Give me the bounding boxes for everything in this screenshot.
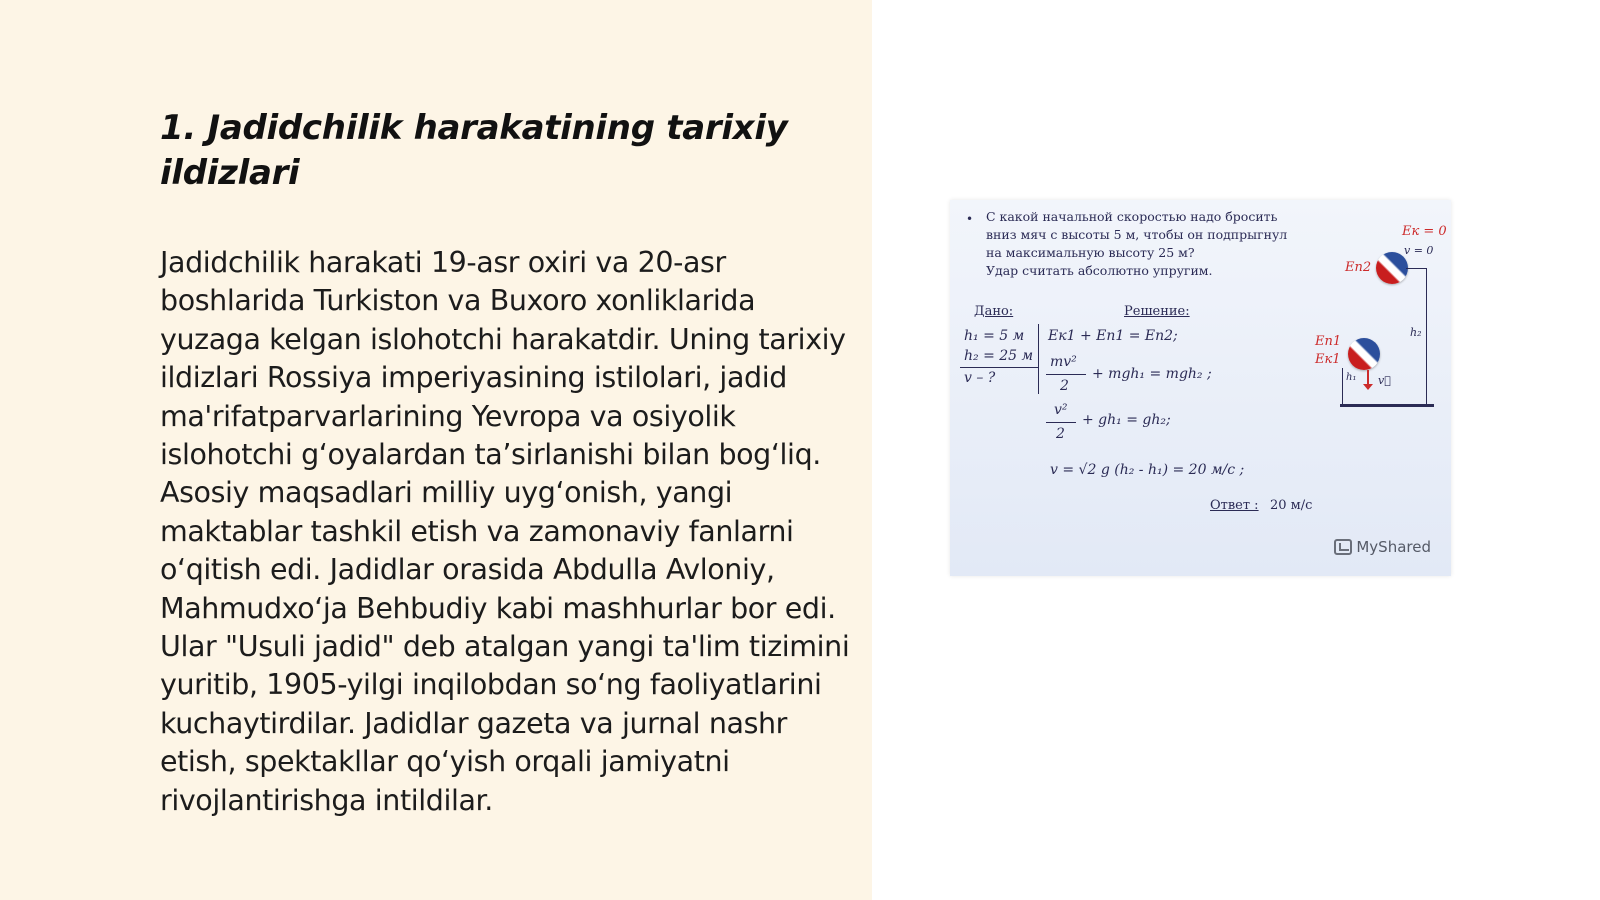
myshared-watermark-text: MyShared xyxy=(1356,538,1431,556)
equation-3-denominator: 2 xyxy=(1056,426,1065,442)
fraction-bar-2 xyxy=(1046,422,1076,423)
label-ek-zero: Eк = 0 xyxy=(1402,224,1447,239)
equation-velocity: v = √2 g (h₂ - h₁) = 20 м/с ; xyxy=(1050,462,1245,478)
given-divider xyxy=(960,367,1038,368)
given-h1: h₁ = 5 м xyxy=(964,328,1025,344)
equation-2-denominator: 2 xyxy=(1060,378,1069,394)
slide-title: 1. Jadidchilik harakatining tarixiy ildizlari xyxy=(160,108,788,193)
height-axis xyxy=(1426,268,1427,404)
equation-2-numerator: mv² xyxy=(1050,354,1077,370)
bullet-glyph: • xyxy=(966,212,974,226)
label-h2: h₂ xyxy=(1410,326,1422,339)
slide-body-text: Jadidchilik harakati 19-asr oxiri va 20-asr boshlarida Turkiston va Buxoro xonliklarida yuzaga kelgan islohotchi harakatdir. Uning tarixiy ildizlari Rossiya imperiyasining istilolari, jadid ma'rifatparvarlarining Yevropa va osiyolik islohotchi g‘oyalardan ta’sirlanishi bilan bog‘liq. Asosiy maqsadlari milliy uyg‘onish, yangi maktablar tashkil etish va zamonaviy fanlarni o‘qitish edi. Jadidlar orasida Abdulla Avloniy, Mahmudxo‘ja Behbudiy kabi mashhurlar bor edi. Ular "Usuli jadid" deb atalgan yangi ta'lim tizimini yuritib, 1905-yilgi inqilobdan so‘ng faoliyatlarini kuchaytirdilar. Jadidlar gazeta va jurnal nashr etish, spektakllar qo‘yish orqali jamiyatni rivojlantirishga intildilar. xyxy=(160,246,850,817)
label-en2: Eп2 xyxy=(1345,260,1372,275)
label-h1: h₁ xyxy=(1346,372,1357,383)
myshared-watermark xyxy=(1334,538,1431,556)
given-vertical-divider xyxy=(1038,324,1039,394)
label-ek1: Eк1 xyxy=(1315,352,1341,367)
physics-problem-image xyxy=(950,200,1451,576)
label-en1: Eп1 xyxy=(1315,334,1342,349)
ball-bottom-icon xyxy=(1348,338,1380,370)
ground-line xyxy=(1340,404,1434,407)
ball-top-icon xyxy=(1376,252,1408,284)
fraction-bar-1 xyxy=(1046,374,1086,375)
question-line-3: на максимальную высоту 25 м? xyxy=(986,245,1195,260)
given-h2: h₂ = 25 м xyxy=(964,348,1034,364)
question-line-1: С какой начальной скоростью надо бросить xyxy=(986,209,1278,224)
equation-3-numerator: v² xyxy=(1054,402,1068,418)
velocity-arrow-head-icon xyxy=(1363,384,1373,390)
answer-value: 20 м/с xyxy=(1270,498,1313,513)
low-height-axis xyxy=(1342,368,1343,404)
top-height-marker xyxy=(1406,268,1426,269)
answer-label: Ответ : xyxy=(1210,498,1259,513)
solution-label: Решение: xyxy=(1124,304,1190,319)
equation-2-rest: + mgh₁ = mgh₂ ; xyxy=(1092,366,1212,382)
equation-energy: Eк1 + Eп1 = Eп2; xyxy=(1048,328,1178,344)
myshared-logo-icon xyxy=(1334,539,1352,555)
given-unknown: v – ? xyxy=(964,370,996,386)
question-line-2: вниз мяч с высоты 5 м, чтобы он подпрыгнул xyxy=(986,227,1288,242)
equation-3-rest: + gh₁ = gh₂; xyxy=(1082,412,1171,428)
given-label: Дано: xyxy=(974,304,1014,319)
label-velocity: v⃗ xyxy=(1378,374,1391,387)
question-line-4: Удар считать абсолютно упругим. xyxy=(986,263,1213,278)
label-v-zero: v = 0 xyxy=(1404,244,1434,257)
